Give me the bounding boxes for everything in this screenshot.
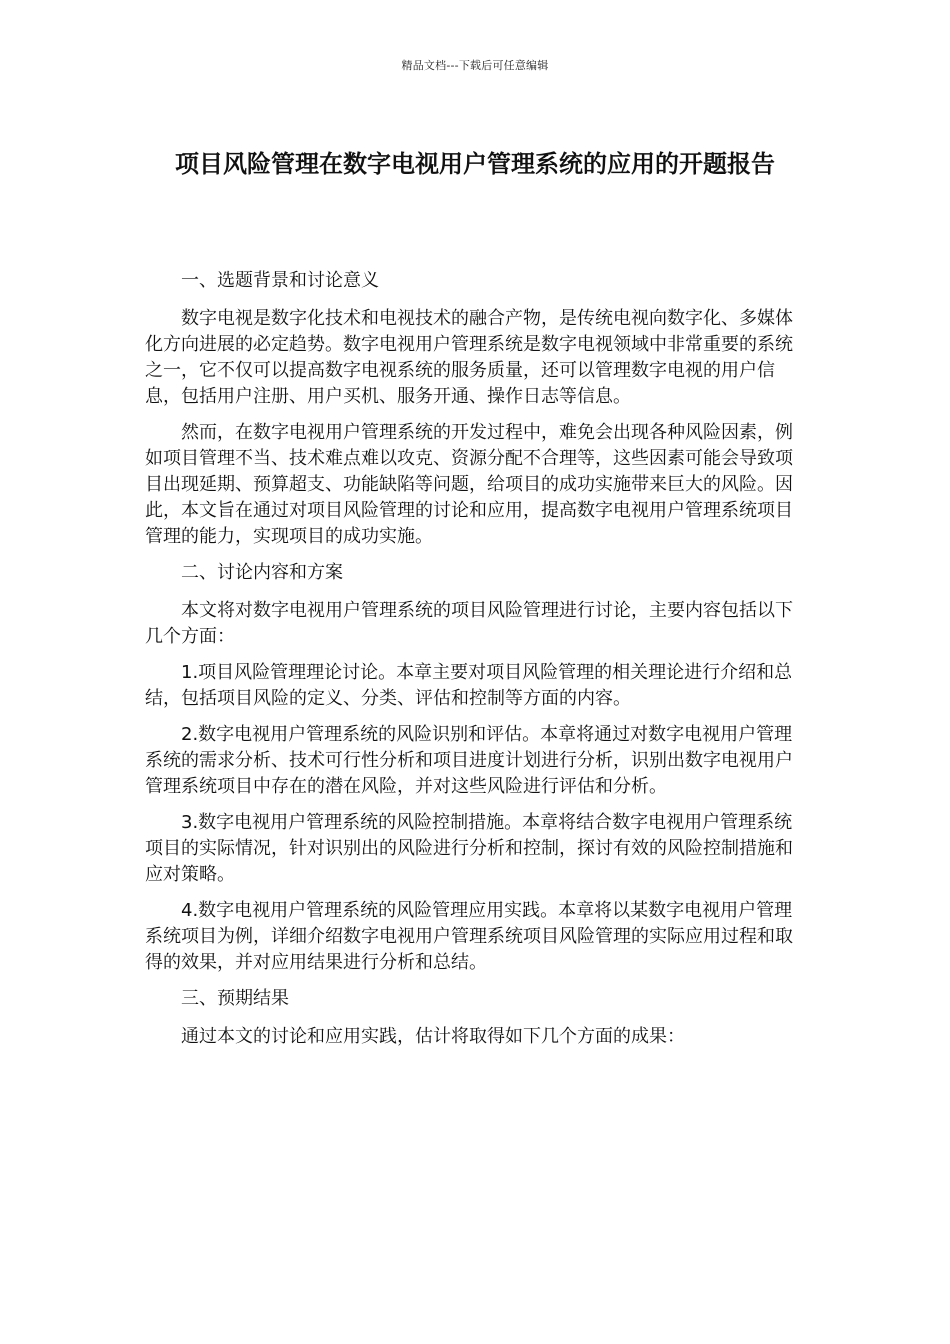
paragraph-expected-results: 通过本文的讨论和应用实践，估计将取得如下几个方面的成果： [181,1026,685,1047]
list-item-content-3: 3.数字电视用户管理系统的风险控制措施。本章将结合数字电视用户管理系统项目的实际情况，针对识别出的风险进行分析和控制，探讨有效的风险控制措施和应对策略。 [145,812,793,885]
paragraph-background-1: 数字电视是数字化技术和电视技术的融合产物，是传统电视向数字化、多媒体化方向进展的必定趋势。数字电视用户管理系统是数字电视领域中非常重要的系统之一，它不仅可以提高数字电视系统的服务质量，还可以管理数字电视的用户信息，包括用户注册、用户买机、服务开通、操作日志等信息。 [145,308,793,407]
paragraph-content-intro: 本文将对数字电视用户管理系统的项目风险管理进行讨论，主要内容包括以下几个方面： [145,600,793,647]
section-heading-background: 一、选题背景和讨论意义 [181,270,379,291]
document-body [145,268,805,1060]
section-heading-expected-results: 三、预期结果 [181,988,289,1009]
section-heading-content: 二、讨论内容和方案 [181,562,343,583]
document-title: 项目风险管理在数字电视用户管理系统的应用的开题报告 [175,150,775,178]
paragraph-background-2: 然而，在数字电视用户管理系统的开发过程中，难免会出现各种风险因素，例如项目管理不当、技术难点难以攻克、资源分配不合理等，这些因素可能会导致项目出现延期、预算超支、功能缺陷等问题，给项目的成功实施带来巨大的风险。因此，本文旨在通过对项目风险管理的讨论和应用，提高数字电视用户管理系统项目管理的能力，实现项目的成功实施。 [145,422,793,547]
list-item-content-1: 1.项目风险管理理论讨论。本章主要对项目风险管理的相关理论进行介绍和总结，包括项目风险的定义、分类、评估和控制等方面的内容。 [145,662,793,709]
list-item-content-2: 2.数字电视用户管理系统的风险识别和评估。本章将通过对数字电视用户管理系统的需求分析、技术可行性分析和项目进度计划进行分析，识别出数字电视用户管理系统项目中存在的潜在风险，并对这些风险进行评估和分析。 [145,724,793,797]
list-item-content-4: 4.数字电视用户管理系统的风险管理应用实践。本章将以某数字电视用户管理系统项目为例，详细介绍数字电视用户管理系统项目风险管理的实际应用过程和取得的效果，并对应用结果进行分析和总结。 [145,900,793,973]
header-note: 精品文档---下载后可任意编辑 [401,59,549,72]
